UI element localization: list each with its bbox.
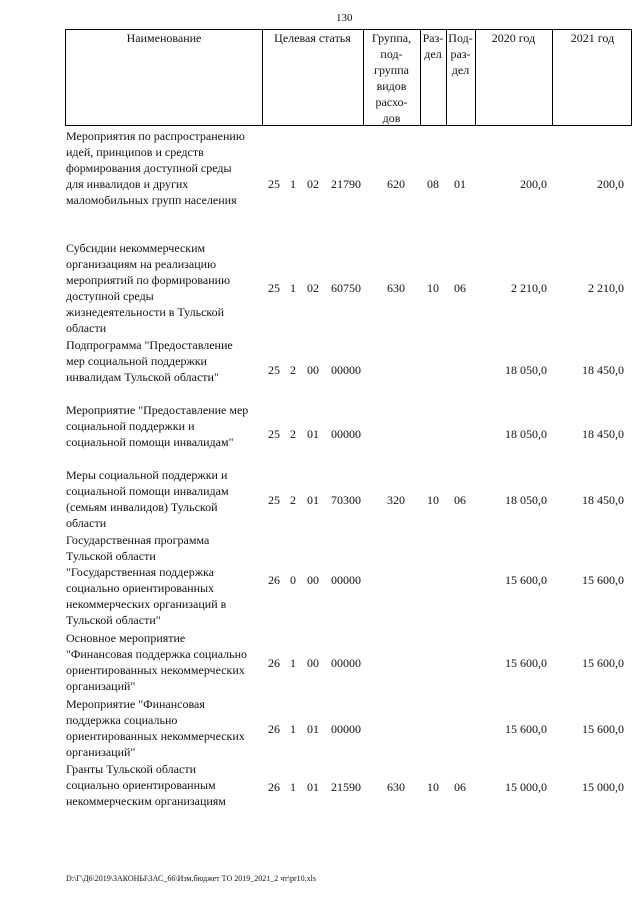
- code-program: 26: [268, 780, 280, 794]
- amount-2020: 18 050,0: [505, 427, 547, 441]
- row-name-line: некоммерческим организациям: [66, 794, 226, 808]
- code-event: 02: [307, 177, 319, 191]
- row-name: [66, 402, 271, 450]
- amount-2020: 2 210,0: [511, 281, 547, 295]
- header-section-line: дел: [424, 47, 442, 61]
- code-subprogram: 2: [290, 493, 296, 507]
- code-event: 01: [307, 427, 319, 441]
- row-name-line: ориентированных некоммерческих: [66, 729, 245, 743]
- row-name-line: социальной помощи инвалидам: [66, 484, 229, 498]
- page-number: 130: [336, 12, 353, 24]
- row-name: [66, 467, 271, 531]
- row-name-line: Государственная программа: [66, 533, 210, 547]
- header-group-line: Группа,: [371, 31, 412, 45]
- group-value: 630: [387, 780, 405, 794]
- row-name-line: доступной среды: [66, 289, 154, 303]
- amount-2020: 18 050,0: [505, 363, 547, 377]
- row-name-line: поддержка социально: [66, 713, 178, 727]
- code-program: 26: [268, 573, 280, 587]
- header-2020: 2020 год: [491, 31, 536, 45]
- code-program: 25: [268, 363, 280, 377]
- code-direction: 00000: [331, 656, 361, 670]
- amount-2021: 18 450,0: [582, 427, 624, 441]
- row-name-line: ориентированных некоммерческих: [66, 663, 245, 677]
- header-group-line: видов: [376, 79, 407, 93]
- amount-2020: 15 600,0: [505, 573, 547, 587]
- row-name: [66, 337, 271, 385]
- code-event: 00: [307, 363, 319, 377]
- group-value: 630: [387, 281, 405, 295]
- amount-2021: 15 600,0: [582, 722, 624, 736]
- row-name-line: области: [66, 516, 107, 530]
- row-name-line: социально ориентированных: [66, 581, 215, 595]
- row-name-line: Мероприятие "Предоставление мер: [66, 403, 249, 417]
- code-direction: 21590: [331, 780, 361, 794]
- row-name-line: организаций": [66, 745, 136, 759]
- code-event: 01: [307, 493, 319, 507]
- row-name-line: Мероприятие "Финансовая: [66, 697, 205, 711]
- row-name-line: (семьям инвалидов) Тульской: [66, 500, 218, 514]
- code-direction: 70300: [331, 493, 361, 507]
- header-subsection-line: дел: [451, 63, 470, 77]
- row-name-line: Основное мероприятие: [66, 631, 186, 645]
- row-name-line: некоммерческих организаций в: [66, 597, 227, 611]
- header-group-line: дов: [382, 111, 401, 125]
- amount-2021: 15 000,0: [582, 780, 624, 794]
- code-program: 25: [268, 493, 280, 507]
- code-program: 26: [268, 656, 280, 670]
- amount-2021: 2 210,0: [588, 281, 624, 295]
- row-name-line: мер социальной поддержки: [66, 354, 207, 368]
- row-name: [66, 696, 271, 760]
- header-target-article: Целевая статья: [274, 31, 351, 45]
- code-subprogram: 1: [290, 656, 296, 670]
- row-name: [66, 761, 271, 809]
- code-subprogram: 1: [290, 722, 296, 736]
- code-event: 01: [307, 780, 319, 794]
- header-subsection-line: раз-: [450, 47, 471, 61]
- code-subprogram: 0: [290, 573, 296, 587]
- amount-2021: 200,0: [597, 177, 624, 191]
- header-subsection-line: Под-: [448, 31, 473, 45]
- code-subprogram: 1: [290, 780, 296, 794]
- amount-2020: 15 000,0: [505, 780, 547, 794]
- code-subprogram: 2: [290, 427, 296, 441]
- header-2021: 2021 год: [570, 31, 615, 45]
- amount-2021: 18 450,0: [582, 493, 624, 507]
- subsection-value: 06: [454, 281, 466, 295]
- row-name-line: организациям на реализацию: [66, 257, 217, 271]
- header-group-line: группа: [374, 63, 409, 77]
- section-value: 10: [427, 493, 439, 507]
- subsection-value: 06: [454, 780, 466, 794]
- header-section: [420, 30, 446, 62]
- file-path-footer: D:\Г\Д6\2019\ЗАКОНЫ\ЗАС_66\Изм.бюджет ТО 2019_2021_2 чт\pr10.xls: [66, 874, 316, 883]
- row-name-line: организаций": [66, 679, 136, 693]
- table-header: [65, 29, 632, 126]
- row-name-line: области: [66, 321, 107, 335]
- subsection-value: 01: [454, 177, 466, 191]
- code-event: 00: [307, 656, 319, 670]
- row-name-line: "Государственная поддержка: [66, 565, 214, 579]
- row-name-line: идей, принципов и средств: [66, 145, 204, 159]
- section-value: 08: [427, 177, 439, 191]
- code-direction: 00000: [331, 722, 361, 736]
- header-group-line: под-: [380, 47, 403, 61]
- code-program: 25: [268, 177, 280, 191]
- header-section-line: Раз-: [422, 31, 444, 45]
- row-name-line: Гранты Тульской области: [66, 762, 196, 776]
- row-name-line: Тульской области": [66, 613, 161, 627]
- code-event: 02: [307, 281, 319, 295]
- amount-2021: 15 600,0: [582, 656, 624, 670]
- code-direction: 00000: [331, 363, 361, 377]
- header-group-line: расхо-: [375, 95, 408, 109]
- code-direction: 60750: [331, 281, 361, 295]
- row-name: [66, 240, 271, 336]
- row-name: [66, 532, 271, 628]
- amount-2021: 15 600,0: [582, 573, 624, 587]
- code-direction: 00000: [331, 427, 361, 441]
- header-name: Наименование: [126, 31, 202, 45]
- code-program: 25: [268, 427, 280, 441]
- code-direction: 21790: [331, 177, 361, 191]
- row-name-line: инвалидам Тульской области": [66, 370, 219, 384]
- amount-2020: 15 600,0: [505, 722, 547, 736]
- row-name-line: социальной поддержки и: [66, 419, 195, 433]
- header-group: [363, 30, 420, 126]
- row-name: [66, 128, 271, 208]
- section-value: 10: [427, 780, 439, 794]
- row-name: [66, 630, 271, 694]
- row-name-line: социальной помощи инвалидам": [66, 435, 234, 449]
- row-name-line: мероприятий по формированию: [66, 273, 231, 287]
- row-name-line: для инвалидов и других: [66, 177, 189, 191]
- row-name-line: жизнедеятельности в Тульской: [66, 305, 225, 319]
- row-name-line: Подпрограмма "Предоставление: [66, 338, 233, 352]
- code-event: 01: [307, 722, 319, 736]
- code-subprogram: 1: [290, 281, 296, 295]
- code-event: 00: [307, 573, 319, 587]
- row-name-line: маломобильных групп населения: [66, 193, 237, 207]
- amount-2020: 200,0: [520, 177, 547, 191]
- code-direction: 00000: [331, 573, 361, 587]
- row-name-line: Меры социальной поддержки и: [66, 468, 228, 482]
- code-program: 25: [268, 281, 280, 295]
- header-subsection: [446, 30, 475, 78]
- group-value: 620: [387, 177, 405, 191]
- row-name-line: формирования доступной среды: [66, 161, 232, 175]
- amount-2020: 18 050,0: [505, 493, 547, 507]
- group-value: 320: [387, 493, 405, 507]
- code-subprogram: 1: [290, 177, 296, 191]
- subsection-value: 06: [454, 493, 466, 507]
- row-name-line: "Финансовая поддержка социально: [66, 647, 248, 661]
- code-program: 26: [268, 722, 280, 736]
- row-name-line: Субсидии некоммерческим: [66, 241, 206, 255]
- amount-2021: 18 450,0: [582, 363, 624, 377]
- amount-2020: 15 600,0: [505, 656, 547, 670]
- row-name-line: Мероприятия по распространению: [66, 129, 245, 143]
- row-name-line: Тульской области: [66, 549, 156, 563]
- row-name-line: социально ориентированным: [66, 778, 216, 792]
- code-subprogram: 2: [290, 363, 296, 377]
- section-value: 10: [427, 281, 439, 295]
